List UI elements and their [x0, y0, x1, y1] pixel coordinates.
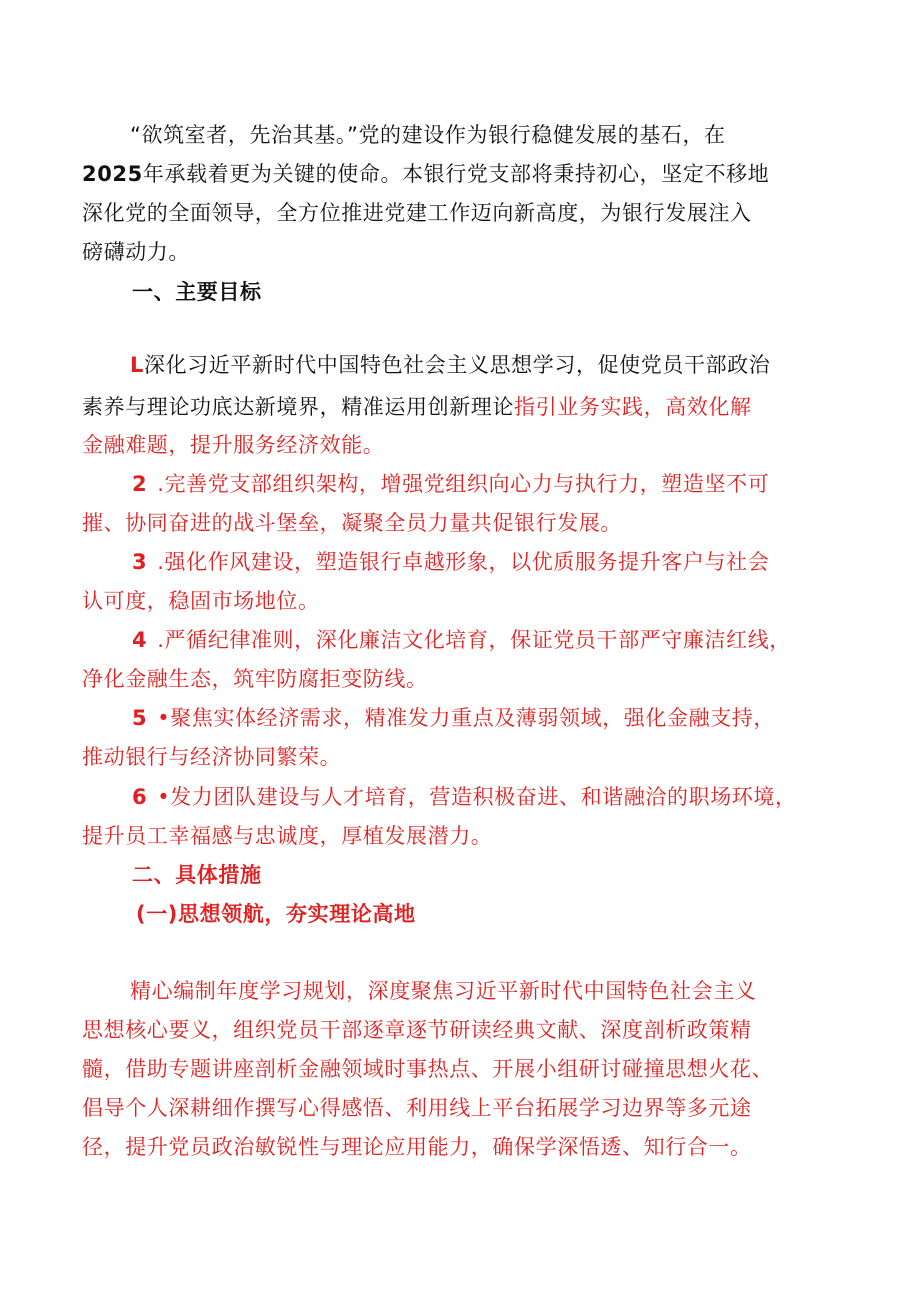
- measure-line-5: 径，提升党员政治敏锐性与理论应用能力，确保学深悟透、知行合一。: [82, 1135, 752, 1159]
- goal-number: 2: [132, 472, 148, 496]
- measure-line-2: 思想核心要义，组织党员干部逐章逐节研读经典文献、深度剖析政策精: [82, 1018, 752, 1042]
- goal-text: •聚焦实体经济需求，精准发力重点及薄弱领域，强化金融支持，: [157, 706, 776, 730]
- goal-1-line-1: [130, 350, 770, 380]
- goal-text: 深化习近平新时代中国特色社会主义思想学习，促使党员干部政治: [143, 353, 771, 377]
- goal-1-line-3: 金融难题，提升服务经济效能。: [82, 433, 385, 457]
- goal-text-highlight: 指引业务实践，高效化解: [514, 395, 752, 419]
- goal-text: .强化作风建设，塑造银行卓越形象，以优质服务提升客户与社会: [157, 550, 770, 574]
- goal-6-line-2: 提升员工幸福感与忠诚度，厚植发展潜力。: [82, 824, 493, 848]
- goal-number: 5: [132, 706, 148, 730]
- goal-2-line-1: [132, 469, 769, 499]
- subsection-heading-ideology: (一)思想领航，夯实理论高地: [136, 902, 416, 926]
- intro-line-1: “欲筑室者，先治其基。”党的建设作为银行稳健发展的基石，在: [130, 123, 726, 147]
- goal-2-line-2: 摧、协同奋进的战斗堡垒，凝聚全员力量共促银行发展。: [82, 511, 622, 535]
- goal-3-line-1: [132, 547, 769, 577]
- goal-number: 3: [132, 550, 148, 574]
- intro-line-2-rest: 年承载着更为关键的使命。本银行党支部将秉持初心，坚定不移地: [142, 162, 770, 186]
- goal-number: L: [130, 353, 144, 377]
- measure-line-4: 倡导个人深耕细作撰写心得感悟、利用线上平台拓展学习边界等多元途: [82, 1096, 752, 1120]
- measure-line-1: 精心编制年度学习规划，深度聚焦习近平新时代中国特色社会主义: [130, 979, 757, 1003]
- goal-5-line-1: [132, 703, 775, 733]
- section-heading-main-goals: 一、主要目标: [132, 280, 262, 304]
- goal-text: •发力团队建设与人才培育，营造积极奋进、和谐融洽的职场环境，: [157, 785, 797, 809]
- goal-text: .严循纪律准则，深化廉洁文化培育，保证党员干部严守廉洁红线，: [157, 628, 791, 652]
- intro-line-3: 深化党的全面领导，全方位推进党建工作迈向新高度，为银行发展注入: [82, 201, 752, 225]
- goal-5-line-2: 推动银行与经济协同繁荣。: [82, 745, 342, 769]
- intro-line-2: [82, 159, 769, 189]
- intro-year: 2025: [82, 162, 143, 186]
- goal-4-line-1: [132, 625, 791, 655]
- goal-text: 素养与理论功底达新境界，精准运用创新理论: [82, 395, 514, 419]
- measure-line-3: 髓，借助专题讲座剖析金融领域时事热点、开展小组研讨碰撞思想火花、: [82, 1057, 774, 1081]
- goal-6-line-1: [132, 782, 797, 812]
- section-heading-specific-measures: 二、具体措施: [132, 863, 262, 887]
- goal-3-line-2: 认可度，稳固市场地位。: [82, 589, 320, 613]
- goal-4-line-2: 净化金融生态，筑牢防腐拒变防线。: [82, 667, 428, 691]
- goal-1-line-2: [82, 392, 752, 422]
- goal-number: 6: [132, 785, 148, 809]
- goal-text: .完善党支部组织架构，增强党组织向心力与执行力，塑造坚不可: [157, 472, 770, 496]
- goal-number: 4: [132, 628, 148, 652]
- intro-line-4: 磅礴动力。: [82, 240, 190, 264]
